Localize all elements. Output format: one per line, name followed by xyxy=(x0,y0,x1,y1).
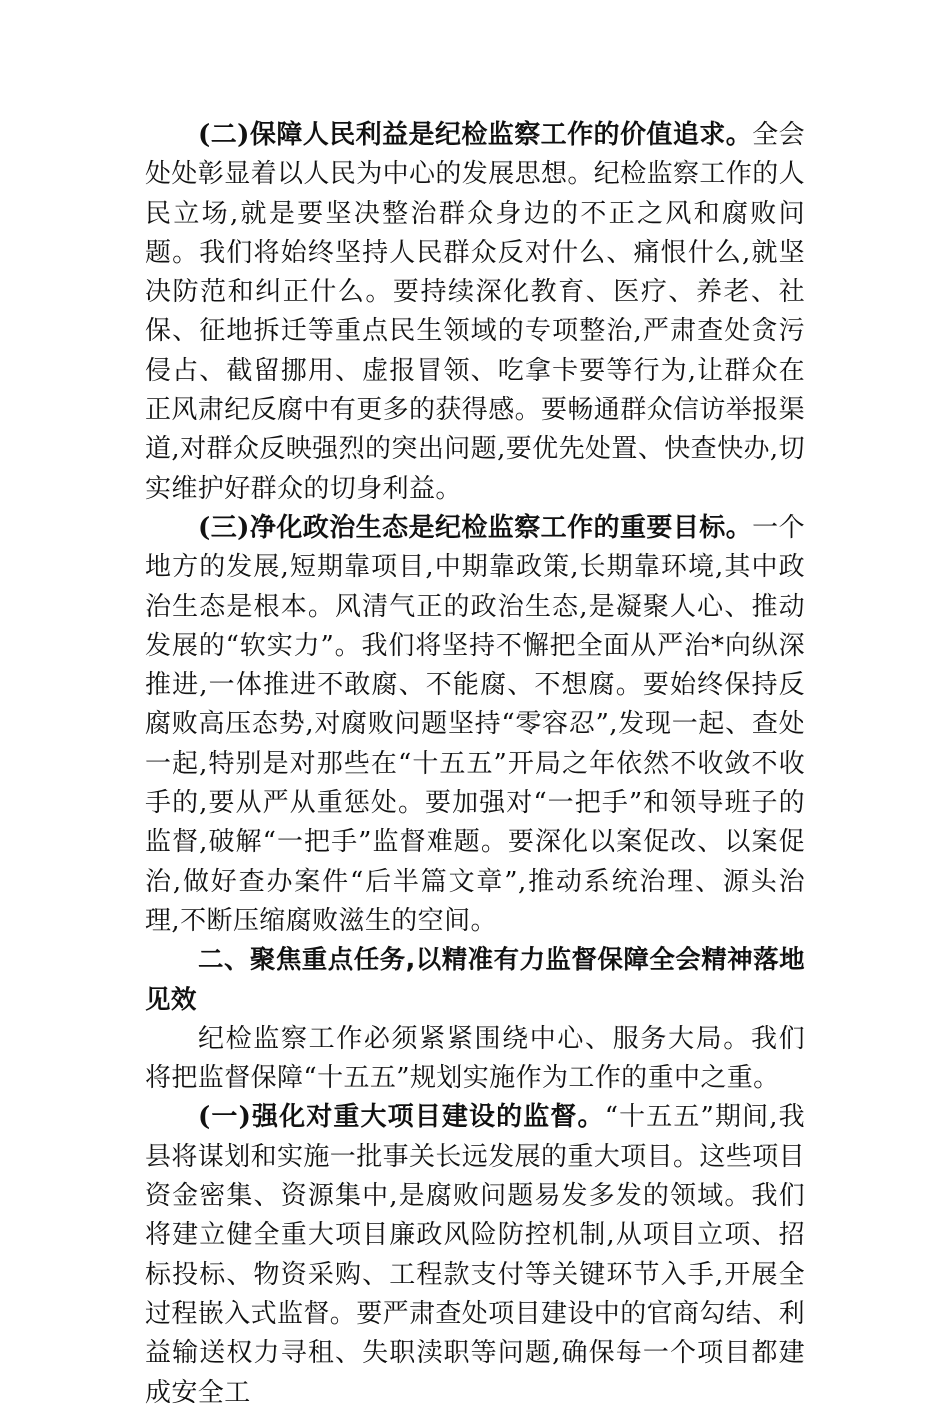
paragraph-intro xyxy=(145,1020,805,1099)
paragraph-text: “十五五”期间,我县将谋划和实施一批事关长远发展的重大项目。这些项目资金密集、资源集中,是腐败问题易发多发的领域。我们将建立健全重大项目廉政风险防控机制,从项目立项、招标投标、物资采购、工程款支付等关键环节入手,开展全过程嵌入式监督。要严肃查处项目建设中的官商勾结、利益输送权力寻租、失职渎职等问题,确保每一个项目都建成安全工 xyxy=(145,1102,806,1408)
section-heading: 二、聚焦重点任务,以精准有力监督保障全会精神落地见效 xyxy=(145,945,805,1015)
paragraph-text: 纪检监察工作必须紧紧围绕中心、服务大局。我们将把监督保障“十五五”规划实施作为工作的重中之重。 xyxy=(145,1023,805,1094)
paragraph-major-projects xyxy=(145,1098,805,1412)
paragraph-lead: (三)净化政治生态是纪检监察工作的重要目标。 xyxy=(198,512,753,543)
paragraph-lead: (二)保障人民利益是纪检监察工作的价值追求。 xyxy=(198,120,753,150)
document-body xyxy=(145,116,805,1413)
paragraph-text: 一个地方的发展,短期靠项目,中期靠政策,长期靠环境,其中政治生态是根本。风清气正的政治生态,是凝聚人心、推动发展的“软实力”。我们将坚持不懈把全面从严治*向纵深推进,一体推进不敢腐、不能腐、不想腐。要始终保持反腐败高压态势,对腐败问题坚持“零容忍”,发现一起、查处一起,特别是对那些在“十五五”开局之年依然不收敛不收手的,要从严从重惩处。要加强对“一把手”和领导班子的监督,破解“一把手”监督难题。要深化以案促改、以案促治,做好查办案件“后半篇文章”,推动系统治理、源头治理,不断压缩腐败滋生的空间。 xyxy=(145,512,805,936)
paragraph-people-interest xyxy=(145,116,805,509)
paragraph-lead: (一)强化对重大项目建设的监督。 xyxy=(198,1102,605,1133)
paragraph-political-ecology xyxy=(145,509,805,941)
paragraph-text: 全会处处彰显着以人民为中心的发展思想。纪检监察工作的人民立场,就是要坚决整治群众身边的不正之风和腐败问题。我们将始终坚持人民群众反对什么、痛恨什么,就坚决防范和纠正什么。要持续深化教育、医疗、养老、社保、征地拆迁等重点民生领域的专项整治,严肃查处贪污侵占、截留挪用、虚报冒领、吃拿卡要等行为,让群众在正风肃纪反腐中有更多的获得感。要畅通群众信访举报渠道,对群众反映强烈的突出问题,要优先处置、快查快办,切实维护好群众的切身利益。 xyxy=(145,120,806,504)
